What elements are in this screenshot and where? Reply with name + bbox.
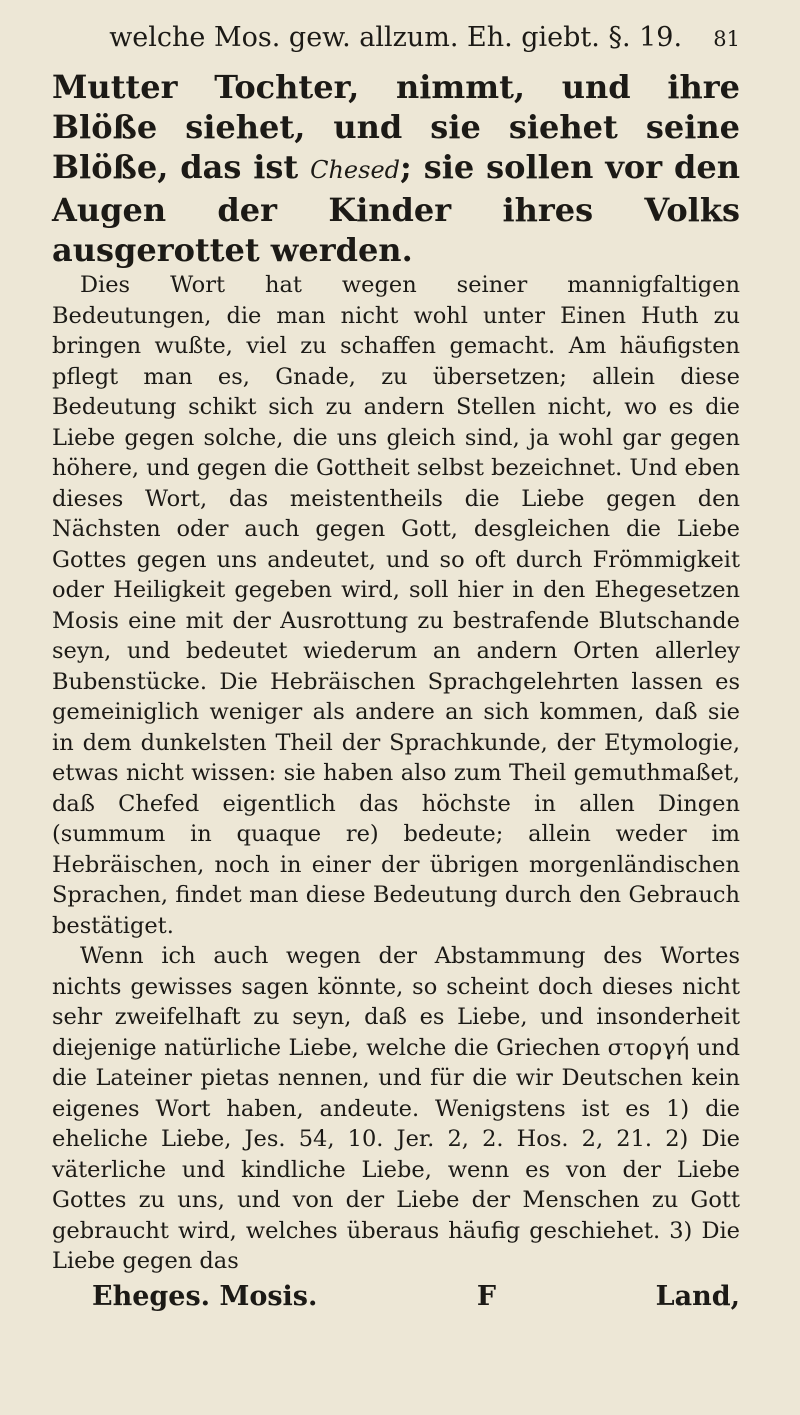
running-head <box>52 18 740 59</box>
signature-mark: F <box>476 1280 497 1312</box>
body-text <box>52 270 740 1277</box>
heading-text-2: ; sie sollen vor den Augen der Kinder ihres Volks ausgerottet werden. <box>52 148 741 269</box>
paragraph: Wenn ich auch wegen der Abstammung des Wortes nichts gewisses sagen könnte, so scheint doch dieses nicht sehr zweifelhaft zu seyn, daß es Liebe, und insonderheit diejenige natürliche Liebe, welche die Griechen στοργή und die Lateiner pietas nennen, und für die wir Deutschen kein eigenes Wort haben, andeute. Wenigstens ist es 1) die eheliche Liebe, Jes. 54, 10. Jer. 2, 2. Hos. 2, 21. 2) Die väterliche und kindliche Liebe, wenn es von der Liebe Gottes zu uns, und von der Liebe der Menschen zu Gott gebraucht wird, welches überaus häufig geschiehet. 3) Die Liebe gegen das <box>52 943 740 1274</box>
section-heading <box>52 67 740 270</box>
paragraph: Dies Wort hat wegen seiner mannigfaltigen Bedeutungen, die man nicht wohl unter Einen Huth zu bringen wußte, viel zu schaffen gemacht. Am häufigsten pflegt man es, Gnade, zu übersetzen; allein diese Bedeutung schikt sich zu andern Stellen nicht, wo es die Liebe gegen solche, die uns gleich sind, ja wohl gar gegen höhere, und gegen die Gottheit selbst bezeichnet. Und eben dieses Wort, das meistentheils die Liebe gegen den Nächsten oder auch gegen Gott, desgleichen die Liebe Gottes gegen uns andeutet, und so oft durch Frömmigkeit oder Heiligkeit gegeben wird, soll hier in den Ehegesetzen Mosis eine mit der Ausrottung zu bestrafende Blutschande seyn, und bedeutet wiederum an andern Orten allerley Bubenstücke. Die Hebräischen Sprachgelehrten lassen es gemeiniglich weniger als andere an sich kommen, daß sie in dem dunkelsten Theil der Sprachkunde, der Etymologie, etwas nicht wissen: sie haben also zum Theil gemuthmaßet, daß Chefed eigentlich das höchste in allen Dingen (summum in quaque re) bedeute; allein weder im Hebräischen, noch in einer der übrigen morgenländischen Sprachen, findet man diese Bedeutung durch den Gebrauch bestätiget. <box>52 272 740 939</box>
heading-text-1: Mutter Tochter, nimmt, und ihre Blöße siehet, und sie siehet seine Blöße, das ist <box>52 68 740 186</box>
page-footer <box>52 1279 740 1315</box>
heading-chesed: Chesed <box>310 156 401 184</box>
page-number: 81 <box>713 27 740 51</box>
signature-title: Eheges. Mosis. <box>92 1280 318 1312</box>
running-head-text: welche Mos. gew. allzum. Eh. giebt. §. 19. <box>109 22 683 53</box>
catchword: Land, <box>655 1280 740 1312</box>
